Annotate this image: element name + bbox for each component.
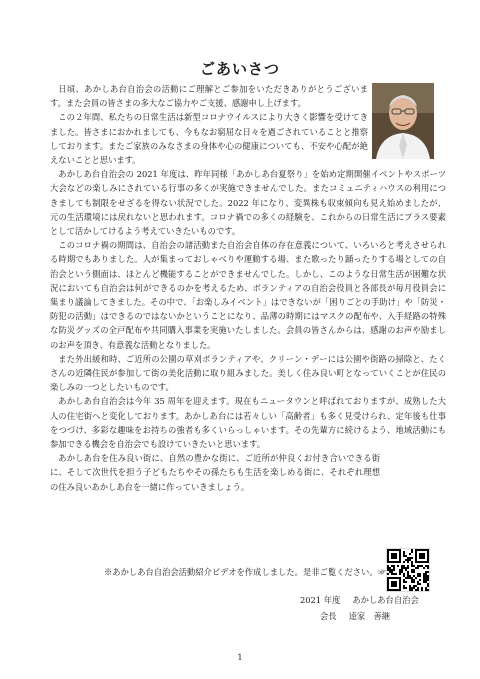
paragraph-3: あかしあ台自治会の 2021 年度は、昨年同様「あかしあ台夏祭り」を始め定期開催イベントやスポーツ大会などの楽しみにされている行事の多くが実施できませんでした。またコミュニティハウスの利用につきましても制限をせざるを得ない状況でした。2022 年になり、変異株も収束傾向も見え始めましたが、元の生活環境には戻れないと思われます。コロナ禍での多くの経験を、これからの日常生活にプラス要素として活かしてけるよう考えていきたいものです。	[50, 169, 446, 237]
organization-name: あかしあ台自治会	[352, 595, 419, 605]
paragraph-5: また外出緩和時、ご近所の公園の草刈ボランティアや、クリーン・デーには公園や街路の掃除と、たくさんの近隣住民が参加して街の美化活動に取り組みました。美しく住み良い町となっていくことが住民の楽しみの一つとしたいものです。	[50, 353, 446, 393]
paragraph-6: あかしあ台自治会は今年 35 周年を迎えます。現在もニュータウンと呼ばれておりますが、成熟した大人の住宅街へと変化しております。あかしあ台には若々しい「高齢者」も多く見受けられ、定年後も仕事をつづけ、多彩な趣味をお持ちの強者も多くいらっしゃいます。その先輩方に続けるよう、地域活動にも参加できる機会を自治会でも設けていきたいと思います。	[50, 396, 446, 450]
signature-line-2	[320, 610, 390, 622]
paragraph-1: 日頃、あかしあ台自治会の活動にご理解とご参加をいただきありがとうございます。また会員の皆さまの多大なご協力やご支援、感謝申し上げます。	[50, 84, 368, 109]
video-promo-note: ※あかしあ台自治会活動紹介ビデオを作成しました。是非ご覧ください。☞	[104, 567, 386, 577]
page-title: ごあいさつ	[199, 60, 280, 78]
signature-line-1	[300, 594, 419, 606]
chairman-role: 会長	[320, 611, 337, 621]
fiscal-year: 2021 年度	[300, 595, 341, 605]
paragraph-7: あかしあ台を住み良い街に、自然の豊かな街に、ご近所が仲良くお付き合いできる街に、そして次世代を担う子どもたちやその孫たちも生活を楽しめる街に、それぞれ理想の住み良いあかしあ台を一緒に作っていきましょう。	[50, 453, 380, 492]
paragraph-4: このコロナ禍の期間は、自治会の諸活動また自治会自体の存在意義について、いろいろと考えさせられる時期でもありました。人が集まっておしゃべりや運動する場、また歌ったり踊ったりする場としての自治会という側面は、ほとんど機能することができませんでした。しかし、このような日常生活が困難な状況においても自治会は何ができるのかを考えるため、ボランティアの自治会役員と各部長が毎月役員会に集まり議論してきました。その中で、「お楽しみイベント」はできないが「困りごとの手助け」や「防災・防犯の活動」はできるのではないかということになり、品薄の時期にはマスクの配布や、入手経路の特殊な防災グッズの全戸配布や共同購入事業を実施いたしました。会員の皆さんからは、感謝のお声や励ましのお声を頂き、有意義な活動となりました。	[50, 240, 446, 350]
qr-code-icon	[387, 549, 429, 591]
greeting-body	[50, 82, 446, 494]
chairman-name: 逵家 善継	[348, 611, 391, 621]
paragraph-2: この２年間、私たちの日常生活は新型コロナウイルスにより大きく影響を受けてきました。皆さまにおかれましても、今もなお窮屈な日々を過ごされていることと推察しております。またご家族のみなさまの身体や心の健康についても、不安や心配が絶えないことと思います。	[50, 112, 368, 166]
qr-code[interactable]	[386, 548, 430, 592]
page-number: 1	[237, 652, 243, 662]
